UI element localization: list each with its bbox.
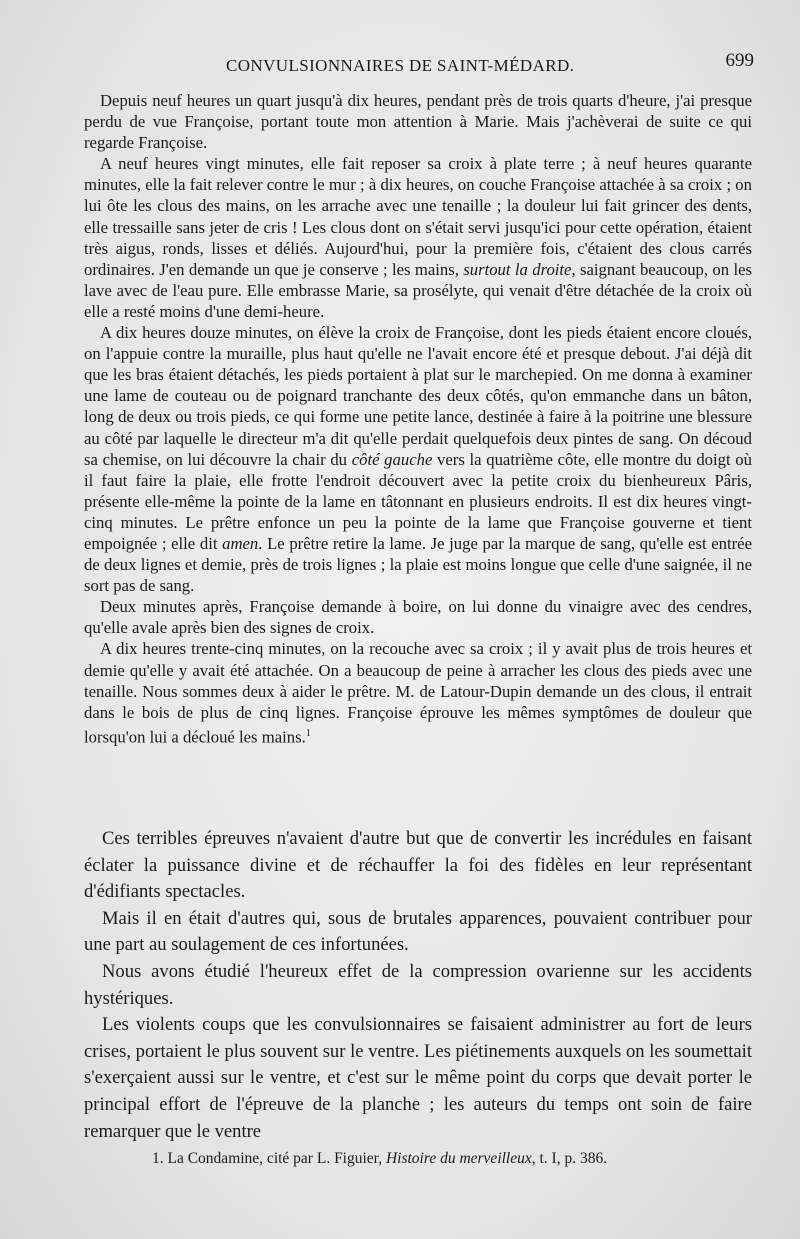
quote-paragraph-text: Depuis neuf heures un quart jusqu'à dix heures, pendant près de trois quarts d'heure, j'ai presque perdu de vue Françoise, portant toute mon attention à Marie. Mais j'achèverai de suite ce qui regarde Françoise.: [84, 91, 752, 153]
footnote-lead: 1. La Condamine, cité par L. Figuier,: [152, 1150, 386, 1167]
body-paragraph: Ces terribles épreuves n'avaient d'autre but que de convertir les incrédules en faisant éclater la puissance divine et de réchauffer la foi des fidèles en leur représentant d'édifiants spectacles.: [84, 828, 752, 903]
body-paragraph: Mais il en était d'autres qui, sous de brutales apparences, pouvaient contribuer pour une part au soulagement de ces infortunées.: [84, 907, 752, 956]
quote-paragraph-text: vers la quatrième côte, elle montre du doigt où il faut faire la plaie, elle frotte l'endroit découvert avec la petite croix du bienheureux Pâris, présente elle-même la pointe de la lame en tâtonnant en plusieurs endroits. Il est dix heures vingt-cinq minutes. Le prêtre enfonce un peu la pointe de la lame que Françoise gouverne et tient empoignée ; elle dit: [84, 449, 752, 553]
running-title: CONVULSIONNAIRES DE SAINT-MÉDARD.: [226, 56, 575, 75]
body-paragraph: Nous avons étudié l'heureux effet de la compression ovarienne sur les accidents hystériques.: [84, 960, 752, 1009]
running-header: [96, 50, 754, 80]
quote-paragraph: [84, 322, 752, 596]
page-number: 699: [725, 50, 754, 71]
footnote-book-title: Histoire du merveilleux: [385, 1150, 532, 1167]
main-text: [84, 826, 752, 1145]
quote-paragraph-text: A dix heures trente-cinq minutes, on la recouche avec sa croix ; il y avait plus de trois heures et demie qu'elle y avait été attachée. On a beaucoup de peine à arracher les clous des pieds avec une tenaille. Nous sommes deux à aider le prêtre. M. de Latour-Dupin demande un des clous, il entrait dans le bois de plus de cinq lignes. Françoise éprouve les mêmes symptômes de douleur que lorsqu'on lui a décloué les mains.: [84, 639, 752, 747]
quote-paragraph-text: . Le prêtre retire la lame. Je juge par la marque de sang, qu'elle est entrée de deux lignes et demie, près de trois lignes ; la plaie est moins longue que celle d'une saignée, il ne sort pas de sang.: [84, 533, 752, 596]
footnote-tail: , t. I, p. 386.: [531, 1150, 608, 1167]
quote-paragraph: [84, 153, 752, 322]
quote-emphasis: surtout la droite: [463, 259, 572, 279]
quote-paragraph: [84, 90, 752, 153]
quoted-account: [84, 90, 752, 747]
footnote-reference[interactable]: 1: [305, 727, 311, 739]
quote-emphasis: amen: [222, 533, 259, 553]
quote-emphasis: côté gauche: [351, 449, 433, 469]
quote-paragraph: [84, 596, 752, 638]
quote-paragraph-text: A neuf heures vingt minutes, elle fait reposer sa croix à plate terre ; à neuf heures quarante minutes, elle la fait relever contre le mur ; à dix heures, on couche Françoise attachée à sa croix ; on lui ôte les clous des mains, on les arrache avec une tenaille ; la douleur lui fait grincer des dents, elle tressaille sans jeter de cris ! Les clous dont on s'était servi jusqu'ici pour cette opération, étaient très aigus, ronds, lisses et déliés. Aujourd'hui, pour la première fois, c'étaient des clous carrés ordinaires. J'en demande un que je conserve ; les mains,: [84, 154, 752, 279]
quote-paragraph-text: A dix heures douze minutes, on élève la croix de Françoise, dont les pieds étaient encore cloués, on l'appuie contre la muraille, plus haut qu'elle ne l'avait encore été et presque debout. J'ai déjà dit que les bras étaient détachés, les pieds portaient à plat sur le marchepied. On me donna à examiner une lame de couteau ou de poignard tranchante des deux côtés, qu'on emmanche dans un bâton, long de deux ou trois pieds, ce qui forme une petite lance, destinée à faire à la poitrine une blessure au côté par laquelle le directeur m'a dit qu'elle perdait quelquefois deux pintes de sang. On découd sa chemise, on lui découvre la chair du: [84, 323, 752, 469]
body-paragraph: Les violents coups que les convulsionnaires se faisaient administrer au fort de leurs crises, portaient le plus souvent sur le ventre. Les piétinements auxquels on les soumettait s'exerçaient aussi sur le ventre, et c'est sur le même point du corps que devait porter le principal effort de l'épreuve de la planche ; les auteurs du temps ont soin de faire remarquer que le ventre: [84, 1014, 752, 1142]
quote-paragraph: [84, 638, 752, 747]
footnote: [152, 1150, 607, 1168]
quote-paragraph-text: , saignant beaucoup, on les lave avec de l'eau pure. Elle embrasse Marie, sa prosélyte, qui venait d'être détachée de la croix où elle a resté moins d'une demi-heure.: [84, 259, 752, 321]
quote-paragraph-text: Deux minutes après, Françoise demande à boire, on lui donne du vinaigre avec des cendres, qu'elle avale après bien des signes de croix.: [84, 597, 752, 638]
